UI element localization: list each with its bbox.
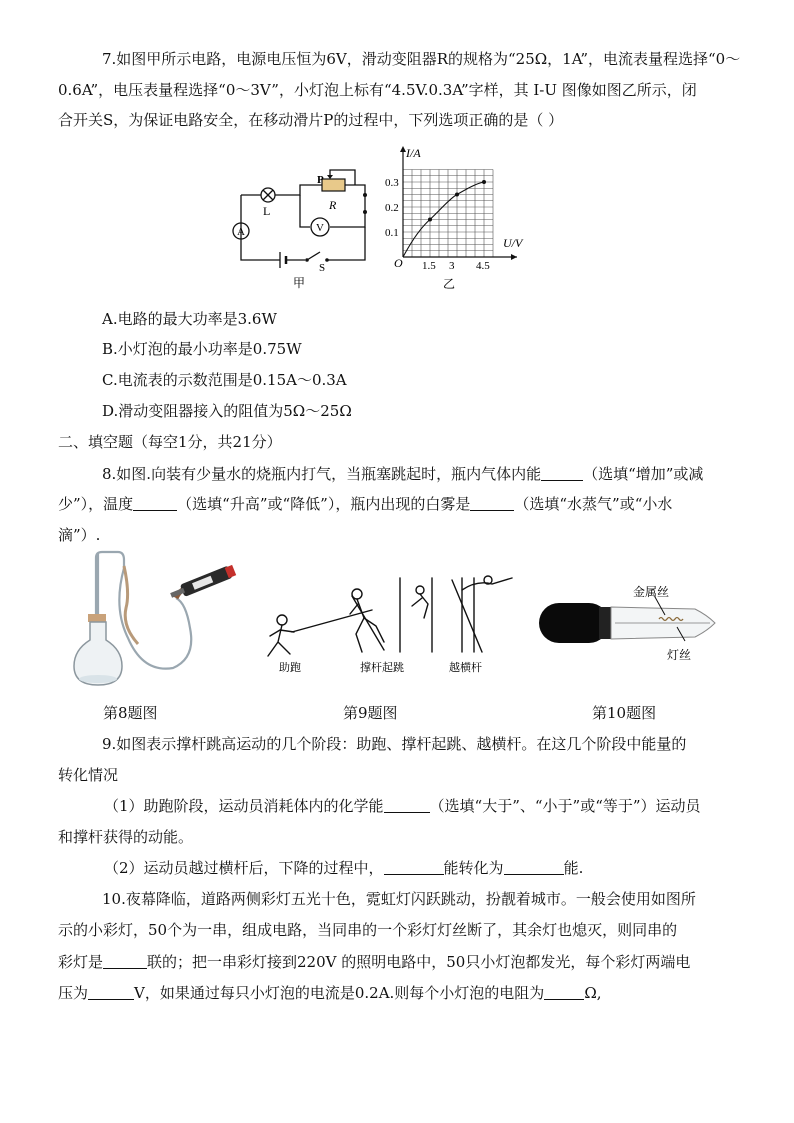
fig9-caption: 第9题图 [343,704,398,722]
q10-line-3 [58,952,690,972]
fig9-label-run: 助跑 [279,662,301,674]
section-heading: 二、填空题（每空1分，共21分） [58,433,282,451]
y-tick-label: 0.3 [385,177,399,189]
q9-sub-1-cont: 和撑杆获得的动能。 [58,828,194,846]
q7-option-d: D.滑动变阻器接入的阻值为5Ω～25Ω [102,402,352,420]
y-tick-label: 0.2 [385,202,399,214]
q8-text-2a: 少”），温度 [58,495,134,513]
q9-blank-2 [384,860,444,875]
q8-line-3: 滴”）. [58,526,101,544]
data-point [455,193,459,197]
y-axis-label: I/A [406,146,421,160]
q9-sub2-text-c: 能. [563,859,584,877]
q7-line-2: 0.6A”，电压表量程选择“0～3V”，小灯泡上标有“4.5V.0.3A”字样，其 I-U 图像如图乙所示，闭 [58,81,697,99]
q9-sub-2 [104,858,583,878]
fig10-wire-label: 金属丝 [633,585,670,599]
q8-line-2 [58,494,672,514]
q9-blank-3 [504,860,564,875]
q8-text-1-end: （选填“增加”或减 [583,465,704,483]
resistor-label: R [329,198,337,212]
q8-blank-2 [133,496,177,511]
q10-text-3a: 彩灯是 [58,953,104,971]
q8-blank-3 [470,496,514,511]
slider-label: P [317,174,324,186]
q10-line-2: 示的小彩灯，50个为一串，组成电路，当同串的一个彩灯灯丝断了，其余灯也熄灭，则同串的 [58,921,678,939]
q8-blank-1 [541,466,583,481]
x-axis-label: U/V [503,236,523,250]
q10-blank-3 [544,985,584,1000]
data-point [482,180,486,184]
fig10-bulb-image [535,575,735,670]
q10-blank-1 [103,954,147,969]
fig9-pole-vault-image [252,570,522,680]
switch-label: S [319,262,326,274]
q9-blank-1 [384,798,430,813]
q7-line-1: 7.如图甲所示电路，电源电压恒为6V，滑动变阻器R的规格为“25Ω，1A”，电流表量程选择“0～ [102,50,741,68]
q8-text-2b: （选填“升高”或“降低”），瓶内出现的白雾是 [177,495,471,513]
voltmeter-label: V [316,222,324,234]
q9-line-2: 转化情况 [58,766,119,784]
q10-text-4c: Ω, [584,984,602,1002]
fig10-caption: 第10题图 [592,704,657,722]
q7-option-b: B.小灯泡的最小功率是0.75W [102,340,302,358]
q10-line-1: 10.夜幕降临，道路两侧彩灯五光十色，霓虹灯闪跃跳动，扮靓着城市。一般会使用如图所 [102,890,696,908]
x-tick-label: 1.5 [422,260,436,272]
circuit-caption: 甲 [293,276,306,290]
fig9-label-takeoff: 撑杆起跳 [360,662,404,674]
lamp-label: L [263,204,271,218]
q9-sub1-text-a: （1）助跑阶段，运动员消耗体内的化学能 [104,797,384,815]
q10-text-4b: V，如果通过每只小灯泡的电流是0.2A.则每个小灯泡的电阻为 [134,984,545,1002]
q10-text-4a: 压为 [58,984,89,1002]
iu-graph [385,140,535,292]
fig9-label-over: 越横杆 [449,662,482,674]
data-point [428,218,432,222]
fig8-flask-image [68,548,240,688]
x-tick-label: 4.5 [476,260,490,272]
q8-text-2c: （选填“水蒸气”或“小水 [514,495,673,513]
q9-sub2-text-a: （2）运动员越过横杆后，下降的过程中， [104,859,384,877]
q9-sub-1 [104,796,701,816]
q9-sub1-text-b: （选填“大于”、“小于”或“等于”）运动员 [429,797,701,815]
y-tick-label: 0.1 [385,227,399,239]
origin-label: O [394,256,403,270]
q9-sub2-text-b: 能转化为 [443,859,504,877]
q8-line-1 [102,464,703,484]
q10-line-4 [58,983,602,1003]
ammeter-label: A [237,226,245,238]
circuit-diagram [225,165,375,290]
graph-caption: 乙 [443,277,456,291]
q7-line-3: 合开关S，为保证电路安全，在移动滑片P的过程中，下列选项正确的是（ ） [58,111,564,129]
q10-text-3b: 联的；把一串彩灯接到220V 的照明电路中，50只小灯泡都发光，每个彩灯两端电 [147,953,691,971]
q9-line-1: 9.如图表示撑杆跳高运动的几个阶段：助跑、撑杆起跳、越横杆。在这几个阶段中能量的 [102,735,687,753]
q10-blank-2 [88,985,134,1000]
q7-option-a: A.电路的最大功率是3.6W [102,310,277,328]
q8-text-1: 8.如图.向装有少量水的烧瓶内打气，当瓶塞跳起时，瓶内气体内能 [102,465,542,483]
fig10-filament-label: 灯丝 [667,648,692,662]
fig8-caption: 第8题图 [103,704,158,722]
x-tick-label: 3 [449,260,455,272]
q7-option-c: C.电流表的示数范围是0.15A～0.3A [102,371,347,389]
